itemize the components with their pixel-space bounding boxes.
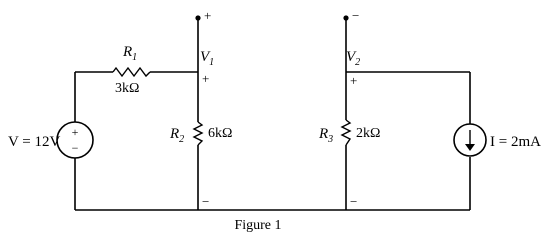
terminal-1-bottom-sign: + [202, 71, 210, 86]
terminal-2-bottom-sign: + [350, 73, 358, 88]
resistor-r1-name: $R_1$ [123, 44, 138, 63]
voltage-source-label: V = 12V [8, 134, 61, 150]
resistor-r3-value: 2kΩ [356, 126, 381, 141]
terminal-node-v2 [343, 15, 348, 20]
resistor-r2-value: 6kΩ [208, 126, 233, 141]
resistor-r1-value: 3kΩ [115, 81, 140, 96]
voltage-source [57, 122, 93, 158]
current-source-label: I = 2mA [490, 134, 541, 150]
figure-caption: Figure 1 [234, 218, 282, 233]
terminal-1-top-sign: + [204, 8, 212, 23]
current-source [454, 124, 486, 156]
wires [75, 18, 470, 210]
terminal-node-v1 [195, 15, 200, 20]
voltage-source-plus: + [71, 125, 79, 139]
voltage-source-minus: − [71, 141, 79, 155]
resistor-r2 [194, 122, 202, 145]
terminal-2-top-sign: − [352, 8, 360, 23]
node-label-v2: $V_2$ [346, 49, 361, 68]
resistor-r1 [113, 68, 150, 76]
resistor-r3-name: $R_3$ [319, 126, 334, 145]
resistor-r3 [342, 120, 350, 145]
terminal-1-ground-sign: − [202, 194, 210, 209]
terminal-2-ground-sign: − [350, 194, 358, 209]
resistor-r2-name: $R_2$ [170, 126, 185, 145]
node-label-v1: $V_1$ [200, 49, 215, 68]
